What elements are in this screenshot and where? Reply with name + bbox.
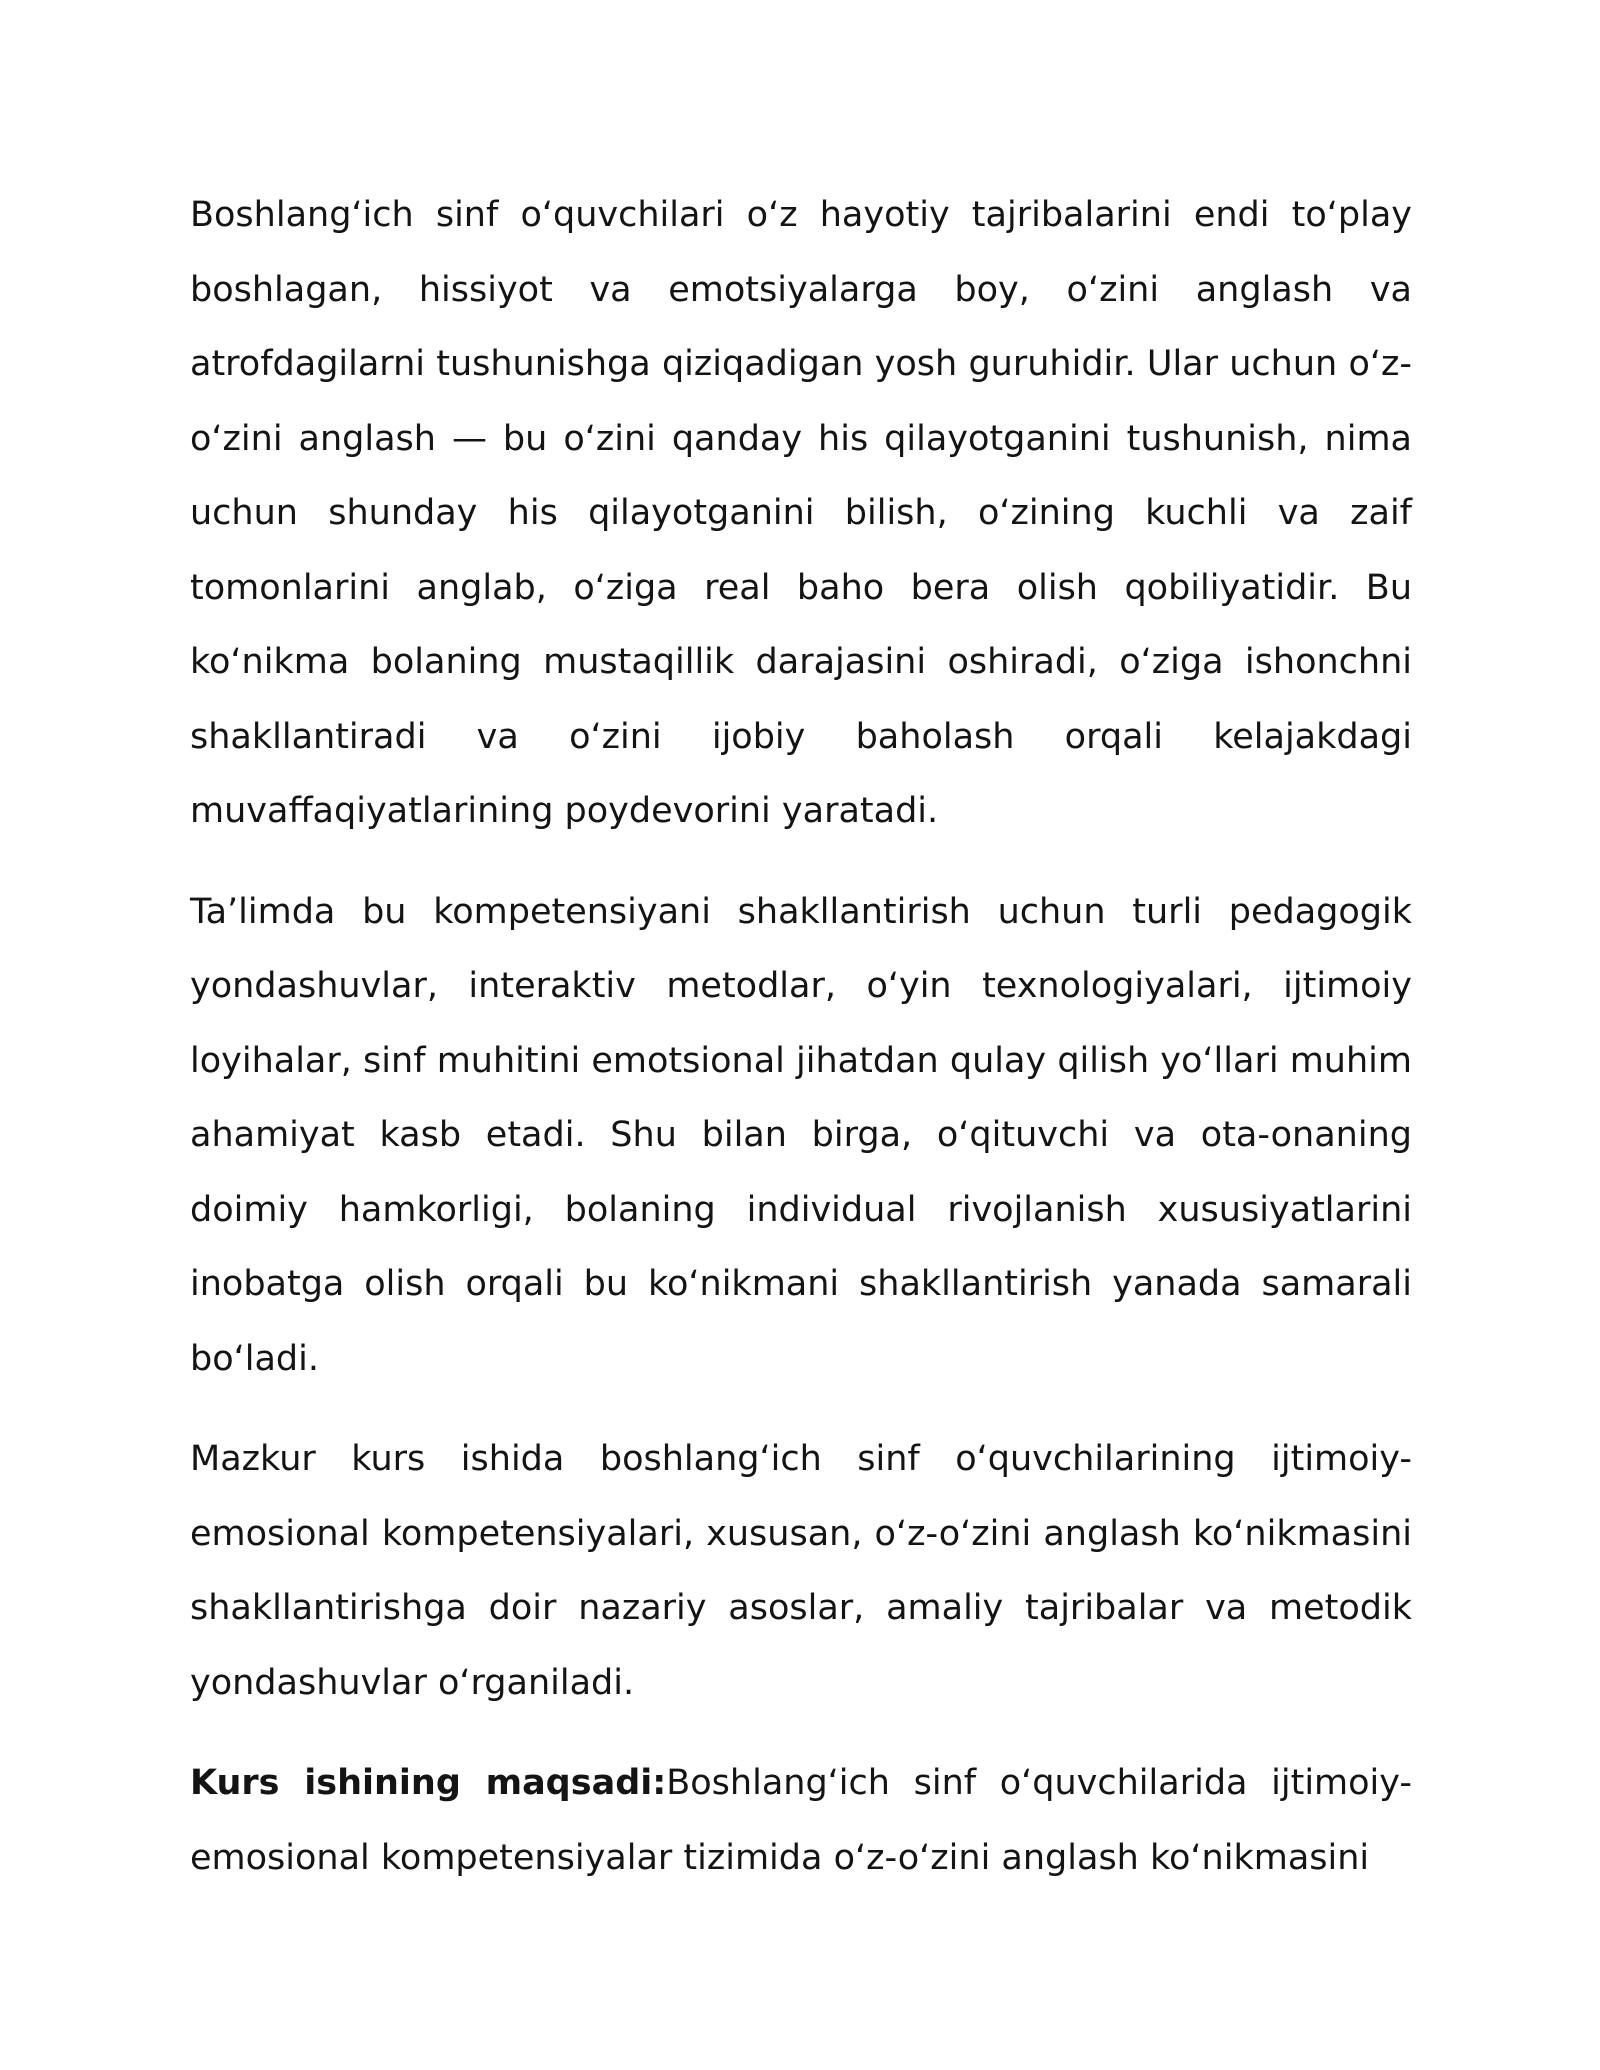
goal-text: Boshlang‘ich sinf o‘quvchilarida ijtimoiy-emosional kompetensiyalar tizimida o‘z-o‘zini anglash ko‘nikmasini <box>190 1763 1413 1878</box>
paragraph-course-scope: Mazkur kurs ishida boshlang‘ich sinf o‘quvchilarining ijtimoiy-emosional kompetensiyalari, xususan, o‘z-o‘zini anglash ko‘nikmasini shakllantirishga doir nazariy asoslar, amaliy tajribalar va metodik yondashuvlar o‘rganiladi. <box>190 1439 1412 1703</box>
paragraph-course-goal <box>190 1746 1412 1895</box>
paragraph-introduction: Boshlang‘ich sinf o‘quvchilari o‘z hayotiy tajribalarini endi to‘play boshlagan, hissiyot va emotsiyalarga boy, o‘zini anglash va atrofdagilarni tushunishga qiziqadigan yosh guruhidir. Ular uchun o‘z-o‘zini anglash — bu o‘zini qanday his qilayotganini tushunish, nima uchun shunday his qilayotganini bilish, o‘zining kuchli va zaif tomonlarini anglab, o‘ziga real baho bera olish qobiliyatidir. Bu ko‘nikma bolaning mustaqillik darajasini oshiradi, o‘ziga ishonchni shakllantiradi va o‘zini ijobiy baholash orqali kelajakdagi muvaffaqiyatlarining poydevorini yaratadi. <box>190 195 1412 831</box>
goal-heading: Kurs ishining maqsadi: <box>190 1763 667 1803</box>
document-body <box>190 178 1412 1921</box>
paragraph-pedagogical-approaches: Ta’limda bu kompetensiyani shakllantirish uchun turli pedagogik yondashuvlar, interaktiv metodlar, o‘yin texnologiyalari, ijtimoiy loyihalar, sinf muhitini emotsional jihatdan qulay qilish yo‘llari muhim ahamiyat kasb etadi. Shu bilan birga, o‘qituvchi va ota-onaning doimiy hamkorligi, bolaning individual rivojlanish xususiyatlarini inobatga olish orqali bu ko‘nikmani shakllantirish yanada samarali bo‘ladi. <box>190 891 1412 1379</box>
